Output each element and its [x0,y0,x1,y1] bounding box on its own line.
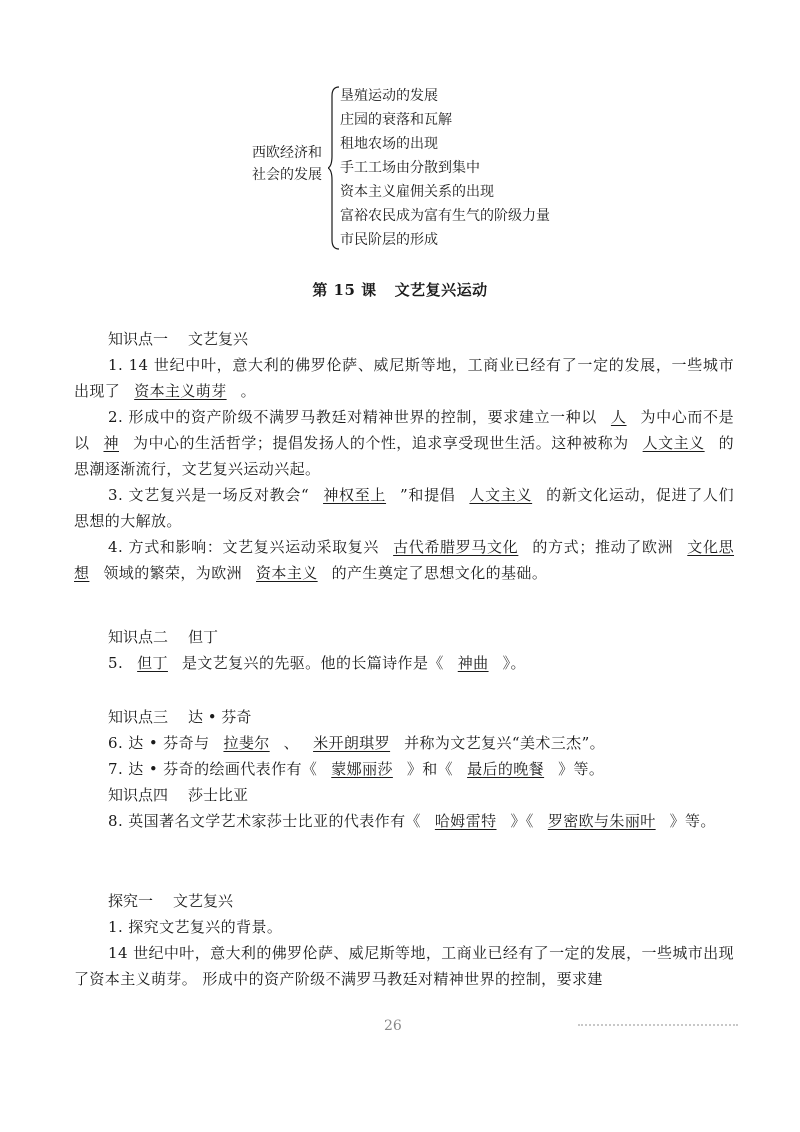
question-text: 7. 达 • 芬奇的绘画代表作有《 [108,760,318,778]
question-text: 3. 文艺复兴是一场反对教会“ [108,486,310,504]
question-text: 6. 达 • 芬奇与 [108,734,210,752]
summary-item: 资本主义雇佣关系的出现 [340,184,494,200]
section-heading [74,704,734,730]
summary-item: 富裕农民成为富有生气的阶级力量 [340,208,550,224]
summary-list [340,84,550,252]
question-text: 8. 英国著名文学艺术家莎士比亚的代表作有《 [108,812,421,830]
question-text: 领域的繁荣，为欧洲 [103,564,243,582]
section-heading [74,782,734,808]
exploration-text: 14 世纪中叶，意大利的佛罗伦萨、威尼斯等地，工商业已经有了一定的发展，一些城市出现了资本主义萌芽。 形成中的资产阶级不满罗马教廷对精神世界的控制，要求建 [74,944,734,988]
lesson-title [0,279,800,300]
question-6 [74,730,734,756]
question-text: 的产生奠定了思想文化的基础。 [331,564,548,582]
section-title: 莎士比亚 [188,786,249,804]
question-text: 》《 [510,812,534,830]
exploration-1 [74,888,734,992]
question-7 [74,756,734,782]
question-text: 1. 14 世纪中叶，意大利的佛罗伦萨、威尼斯等地，工商业已经有了一定的发展，一些城市出现了 [74,356,734,400]
question-2 [74,404,734,482]
question-text: 的新文化运动，促进了人们思想的大解放。 [74,486,734,530]
question-text: 2. 形成中的资产阶级不满罗马教廷对精神世界的控制，要求建立一种以 [108,408,597,426]
answer-blank: 人文主义 [642,434,705,452]
summary-label [252,142,330,186]
section-heading [74,326,734,352]
question-text: ”和提倡 [400,486,456,504]
section-title: 文艺复兴 [188,330,249,348]
page-number: 26 [384,1018,402,1034]
answer-blank: 人 [610,408,627,426]
answer-blank: 拉斐尔 [223,734,270,752]
section-heading [74,624,734,650]
section-label: 知识点二 [108,628,169,646]
answer-blank: 但丁 [137,654,168,672]
question-text: 4. 方式和影响：文艺复兴运动采取复兴 [108,538,380,556]
question-text: 并称为文艺复兴“美术三杰”。 [404,734,606,752]
answer-blank: 资本主义萌芽 [134,382,227,400]
lesson-number: 第 15 课 [312,281,377,299]
knowledge-point-3 [74,704,734,834]
summary-item: 庄园的衰落和瓦解 [340,112,452,128]
answer-blank: 神 [103,434,119,452]
question-text: 为中心而不是以 [74,408,734,452]
section-title: 达 • 芬奇 [188,708,252,726]
section-label: 知识点一 [108,330,169,348]
question-8 [74,808,734,834]
question-text: 。 [240,382,257,400]
exploration-question: 1. 探究文艺复兴的背景。 [108,918,283,936]
question-text: 5. [108,654,124,672]
question-text: 的思潮逐渐流行，文艺复兴运动兴起。 [74,434,735,478]
question-text: 》和《 [406,760,454,778]
question-text: 》。 [502,654,526,672]
question-text: 》等。 [558,760,605,778]
question-text: 》等。 [669,812,716,830]
summary-diagram [252,84,612,254]
answer-blank: 文化思想 [74,538,735,582]
section-title: 文艺复兴 [173,892,234,910]
answer-blank: 神权至上 [323,486,387,504]
question-text: 为中心的生活哲学；提倡发扬人的个性，追求享受现世生活。这种被称为 [133,434,629,452]
knowledge-point-2 [74,624,734,676]
summary-item: 垦殖运动的发展 [340,88,438,104]
question-1 [74,352,734,404]
answer-blank: 哈姆雷特 [434,812,497,830]
knowledge-point-1 [74,326,734,586]
question-text: 是文艺复兴的先驱。他的长篇诗作是《 [181,654,444,672]
left-brace-icon [328,86,340,250]
section-heading [74,888,734,914]
summary-item: 租地农场的出现 [340,136,438,152]
answer-blank: 神曲 [457,654,489,672]
footer-decoration [578,1024,738,1028]
question-text: 、 [283,734,300,752]
answer-blank: 人文主义 [469,486,533,504]
answer-blank: 罗密欧与朱丽叶 [547,812,656,830]
summary-label-line1: 西欧经济和 [252,145,322,161]
summary-item: 市民阶层的形成 [340,232,438,248]
summary-item: 手工工场由分散到集中 [340,160,480,176]
answer-blank: 最后的晚餐 [467,760,545,778]
question-5 [74,650,734,676]
question-3 [74,482,734,534]
section-label: 知识点四 [108,786,169,804]
section-label: 知识点三 [108,708,169,726]
summary-label-line2: 社会的发展 [252,167,322,183]
section-label: 探究一 [108,892,154,910]
lesson-name: 文艺复兴运动 [394,281,488,299]
answer-blank: 资本主义 [256,564,318,582]
question-text: 的方式；推动了欧洲 [532,538,674,556]
question-4 [74,534,734,586]
answer-blank: 古代希腊罗马文化 [393,538,519,556]
answer-blank: 蒙娜丽莎 [331,760,393,778]
answer-blank: 米开朗琪罗 [313,734,391,752]
section-title: 但丁 [188,628,219,646]
